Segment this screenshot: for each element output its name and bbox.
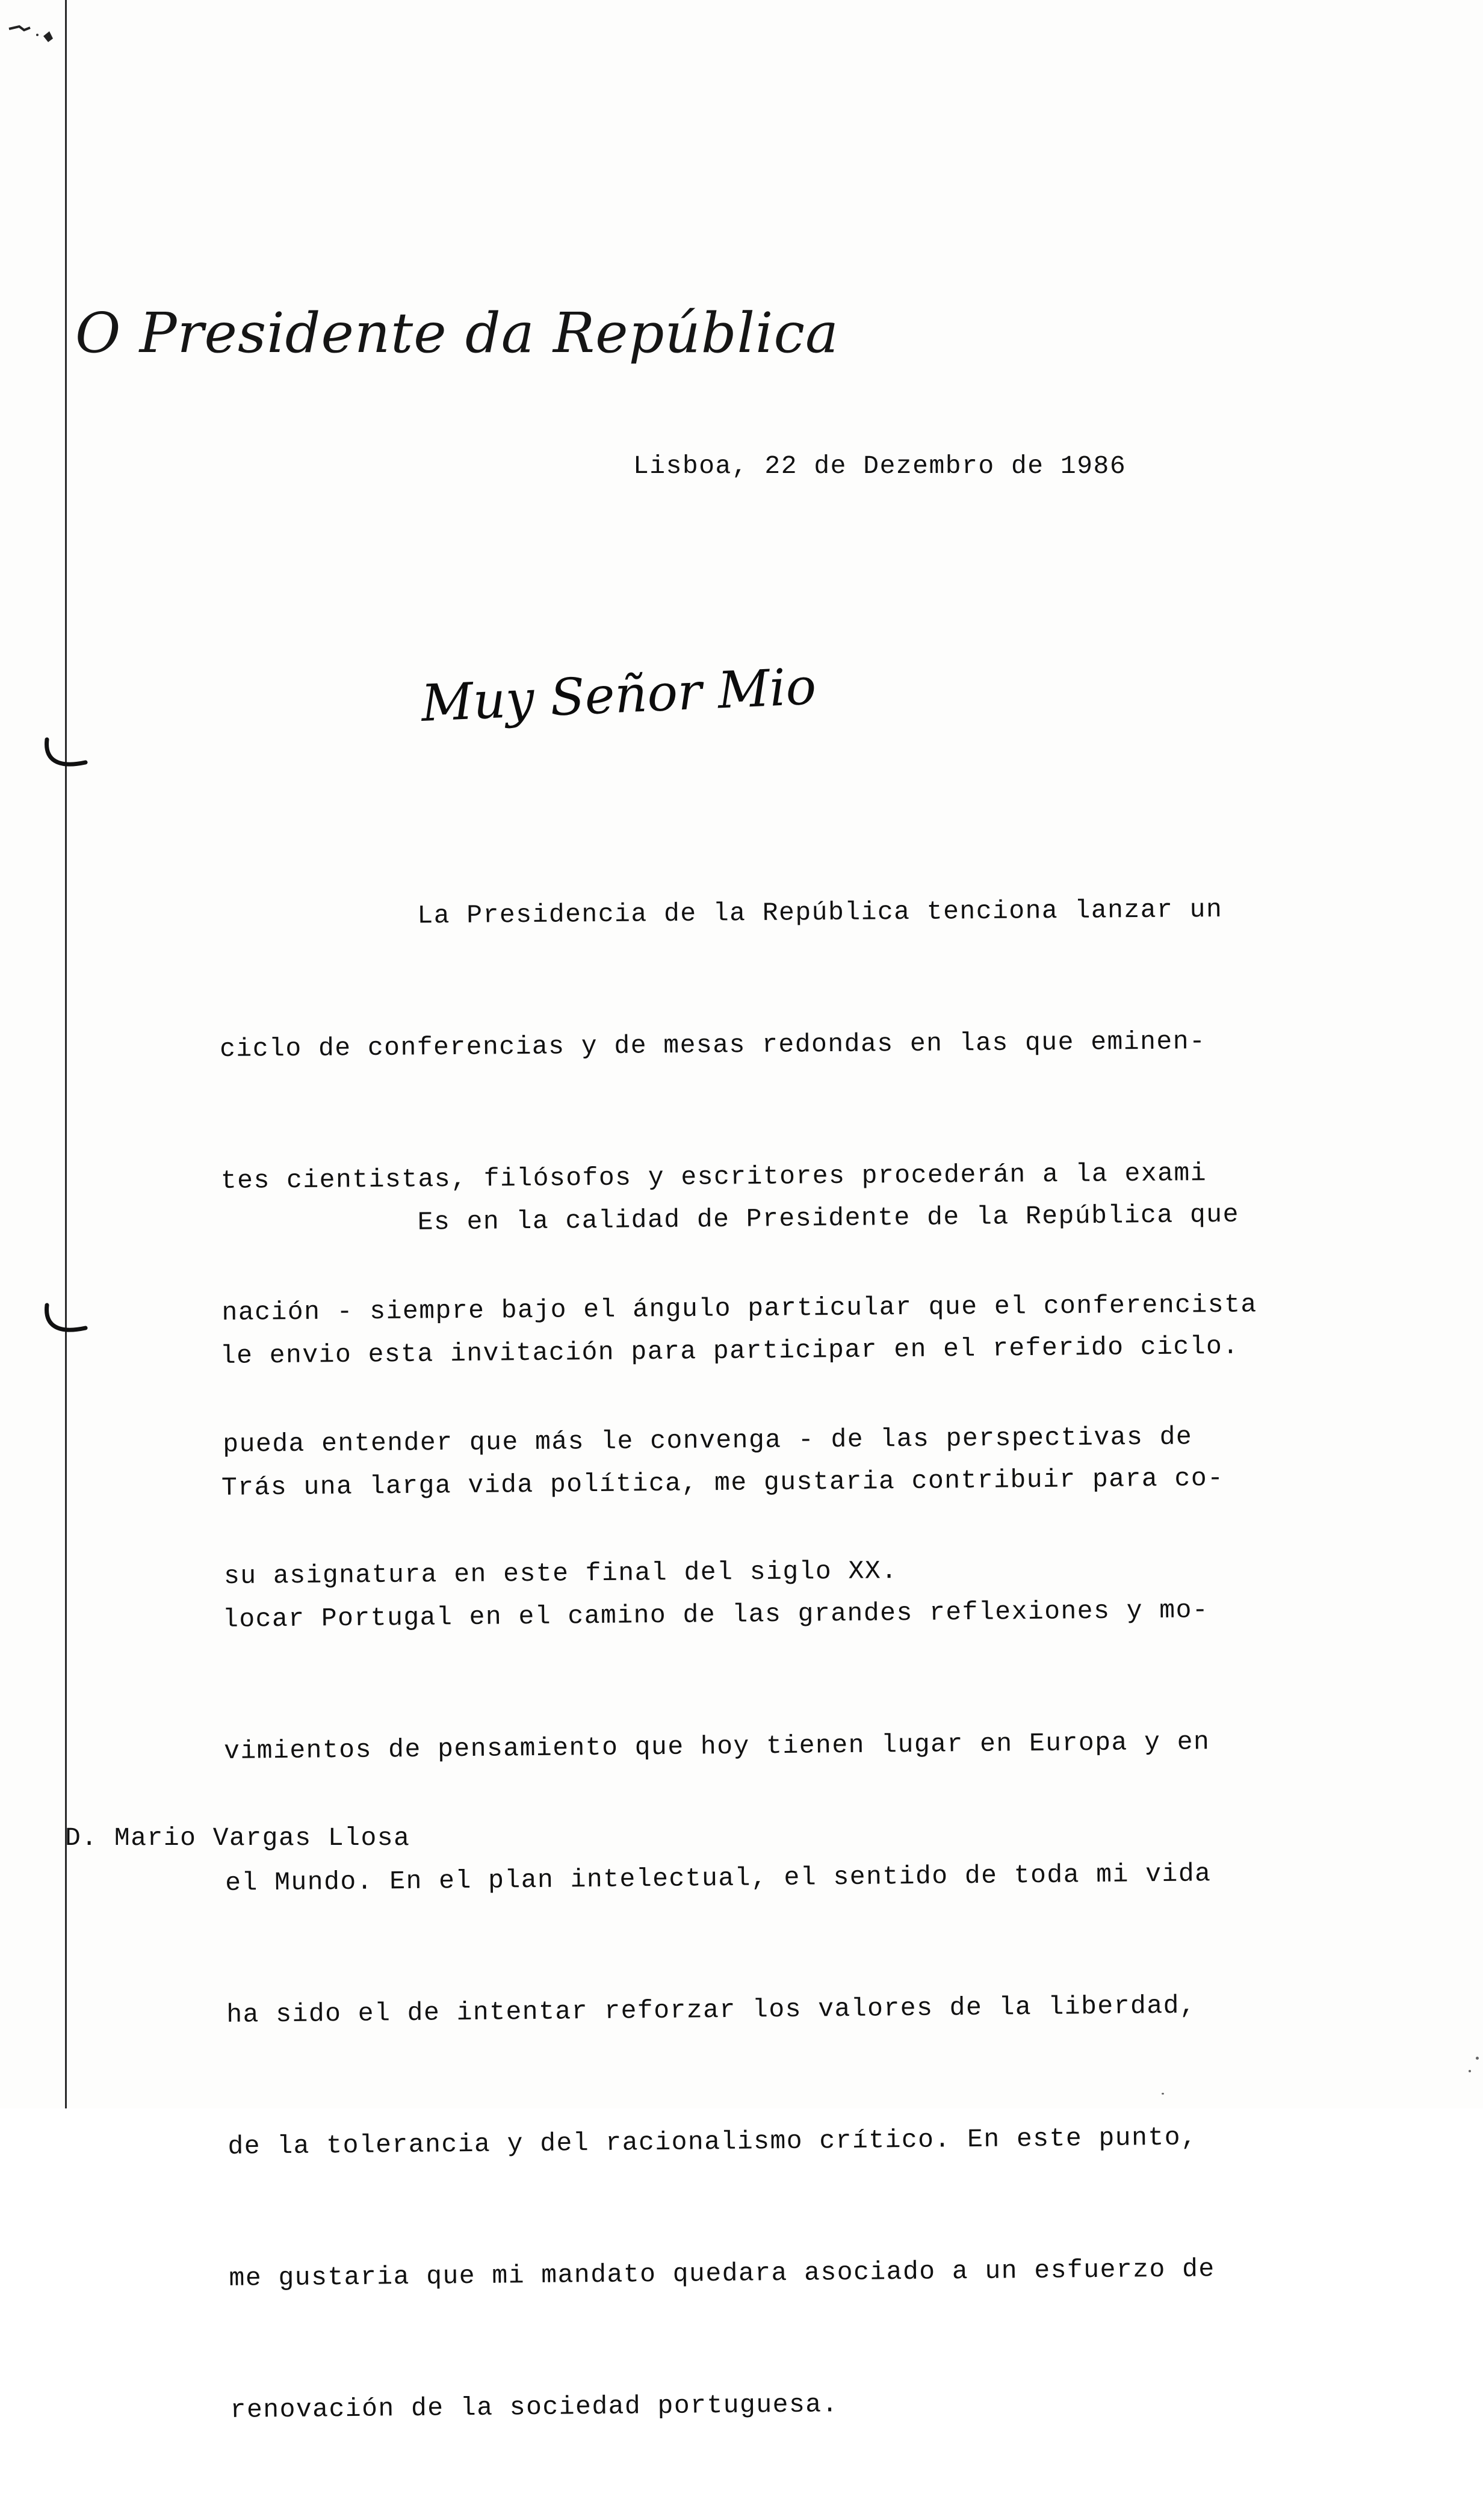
body-line: renovación de la sociedad portuguesa.: [230, 2389, 839, 2425]
body-line: locar Portugal en el camino de las grandes reflexiones y mo-: [222, 1595, 1209, 1634]
corner-scan-mark-icon: [6, 18, 60, 48]
body-line: Es en la calidad de Presidente de la República que: [417, 1199, 1240, 1237]
letterhead-title: O Presidente da República: [75, 301, 839, 365]
punch-hole-mark-icon: [42, 1303, 90, 1339]
body-line: ciclo de conferencias y de mesas redondas en las que eminen-: [219, 1027, 1206, 1064]
body-line: La Presidencia de la República tenciona lanzar un: [417, 894, 1223, 931]
scan-speck: [1476, 2057, 1479, 2060]
body-line: ha sido el de intentar reforzar los valores de la liberdad,: [226, 1990, 1197, 2030]
body-line: el Mundo. En el plan intelectual, el sentido de toda mi vida: [225, 1859, 1212, 1898]
recipient-name: D. Mario Vargas Llosa: [65, 1823, 410, 1853]
body-line: nación - siempre bajo el ángulo particular que el conferencista: [221, 1289, 1257, 1327]
body-line: pueda entender que más le convenga - de las perspectivas de: [223, 1422, 1193, 1459]
scan-speck: [1469, 2070, 1471, 2072]
binding-edge-line: [65, 0, 67, 2108]
body-line: su asignatura en este final del siglo XX.: [223, 1556, 898, 1591]
body-line: Trás una larga vida política, me gustaria contribuir para co-: [221, 1463, 1224, 1502]
body-paragraph-2: [218, 1104, 1375, 2520]
letter-date: Lisboa, 22 de Dezembro de 1986: [633, 451, 1127, 481]
body-line: le envio esta invitación para participar en el referido ciclo.: [220, 1331, 1239, 1371]
body-line: vimientos de pensamiento que hoy tienen lugar en Europa y en: [223, 1727, 1210, 1766]
body-line: me gustaria que mi mandato quedara asociado a un esfuerzo de: [229, 2254, 1215, 2293]
scan-speck: [1162, 2093, 1164, 2095]
body-line: de la tolerancia y del racionalismo crítico. En este punto,: [228, 2122, 1198, 2161]
body-line: tes cientistas, filósofos y escritores procederán a la exami: [220, 1158, 1207, 1196]
punch-hole-mark-icon: [42, 737, 90, 773]
handwritten-salutation: Muy Señor Mio: [420, 656, 818, 733]
